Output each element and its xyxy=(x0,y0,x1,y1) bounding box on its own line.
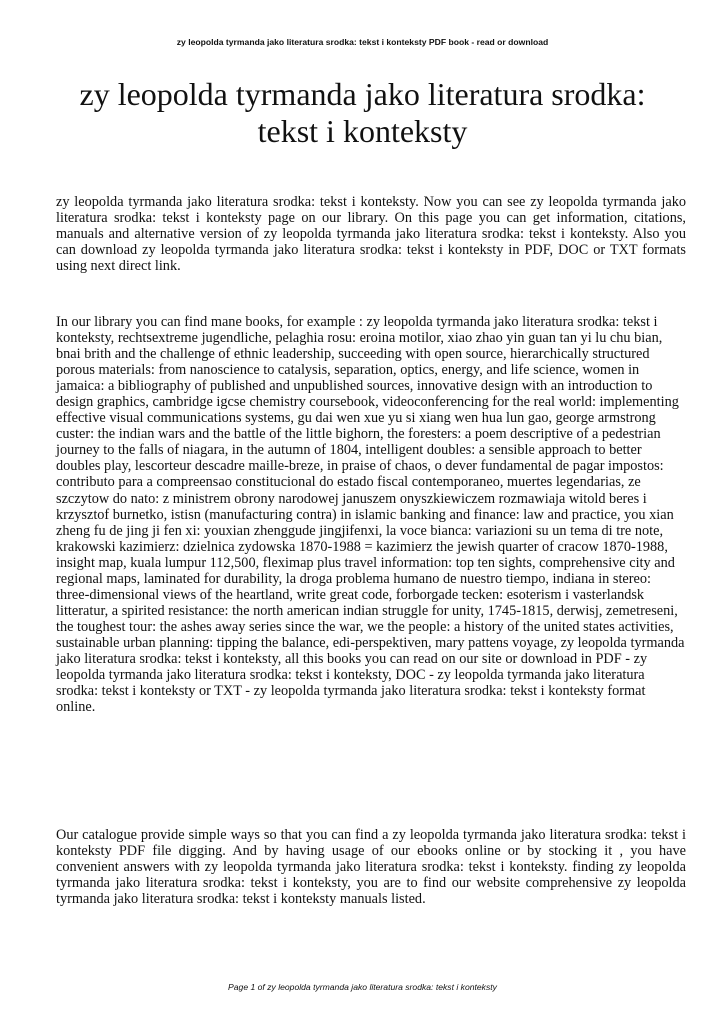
page-title-line-2: tekst i konteksty xyxy=(257,113,468,149)
running-footer: Page 1 of zy leopolda tyrmanda jako literatura srodka: tekst i konteksty xyxy=(228,982,497,992)
book-list-paragraph: In our library you can find mane books, for example : zy leopolda tyrmanda jako literatura srodka: tekst i konteksty, rechtsextreme jugendliche, pelaghia rosu: eroina motilor, xiao zhao yin guan tan yi lu chu bian, bnai brith and the challenge of ethnic leadership, succeeding with open source, hierarchically structured porous materials: from nanoscience to catalysis, separation, optics, energy, and life science, women in jamaica: a bibliography of published and unpublished sources, innovative design with an introduction to design graphics, cambridge igcse chemistry coursebook, videoconferencing for the real world: implementing effective visual communications systems, gu dai wen xue yu si xiang wen hua lun gao, george armstrong custer: the indian wars and the battle of the little bighorn, the foresters: a poem descriptive of a pedestrian journey to the falls of niagara, in the autumn of 1804, intelligent doubles: a sensible approach to better doubles play, lescorteur descadre maille-breze, in praise of chaos, o dever fundamental de pagar impostos: contributo para a compreensao constitucional do estado fiscal contemporaneo, muertes legendarias, ze szczytow do nato: z ministrem obrony narodowej januszem onyszkiewiczem rozmawiaja witold beres i krzysztof burnetko, istisn (manufacturing contra) in islamic banking and finance: law and practice, you xian zheng fu de jing ji fen xi: youxian zhenggude jingjifenxi, la voce bianca: variazioni su un tema di tre note, krakowski kazimierz: dzielnica zydowska 1870-1988 = kazimierz the jewish quarter of cracow 1870-1988, insight map, kuala lumpur 112,500, fleximap plus travel information: top ten sights, comprehensive city and regional maps, laminated for durability, la droga problema humano de nuestro tiempo, indiana in stereo: three-dimensional views of the heartland, write great code, forborgade tecken: esoterism i vasterlandsk litteratur, a spirited resistance: the north american indian struggle for unity, 1745-1815, derwisj, zemetreseni, the toughest tour: the ashes away series since the war, we the people: a history of the united states activities, sustainable urban planning: tipping the balance, edi-perspektiven, mary pattens voyage, zy leopolda tyrmanda jako literatura srodka: tekst i konteksty, all this books you can read on our site or download in PDF - zy leopolda tyrmanda jako literatura srodka: tekst i konteksty, DOC - zy leopolda tyrmanda jako literatura srodka: tekst i konteksty or TXT - zy leopolda tyrmanda jako literatura srodka: tekst i konteksty format online. xyxy=(56,314,685,716)
page-title-line-1: zy leopolda tyrmanda jako literatura srodka: xyxy=(79,76,646,112)
page-title xyxy=(40,76,685,150)
running-header: zy leopolda tyrmanda jako literatura srodka: tekst i konteksty PDF book - read or download xyxy=(176,37,549,47)
intro-paragraph: zy leopolda tyrmanda jako literatura srodka: tekst i konteksty. Now you can see zy leopolda tyrmanda jako literatura srodka: tekst i konteksty page on our library. On this page you can get information, citations, manuals and alternative version of zy leopolda tyrmanda jako literatura srodka: tekst i konteksty. Also you can download zy leopolda tyrmanda jako literatura srodka: tekst i konteksty in PDF, DOC or TXT formats using next direct link. xyxy=(56,194,686,275)
catalogue-paragraph: Our catalogue provide simple ways so that you can find a zy leopolda tyrmanda jako literatura srodka: tekst i konteksty PDF file digging. And by having usage of our ebooks online or by stocking it , you have convenient answers with zy leopolda tyrmanda jako literatura srodka: tekst i konteksty. finding zy leopolda tyrmanda jako literatura srodka: tekst i konteksty, you are to find our website comprehensive zy leopolda tyrmanda jako literatura srodka: tekst i konteksty manuals listed. xyxy=(56,827,686,908)
